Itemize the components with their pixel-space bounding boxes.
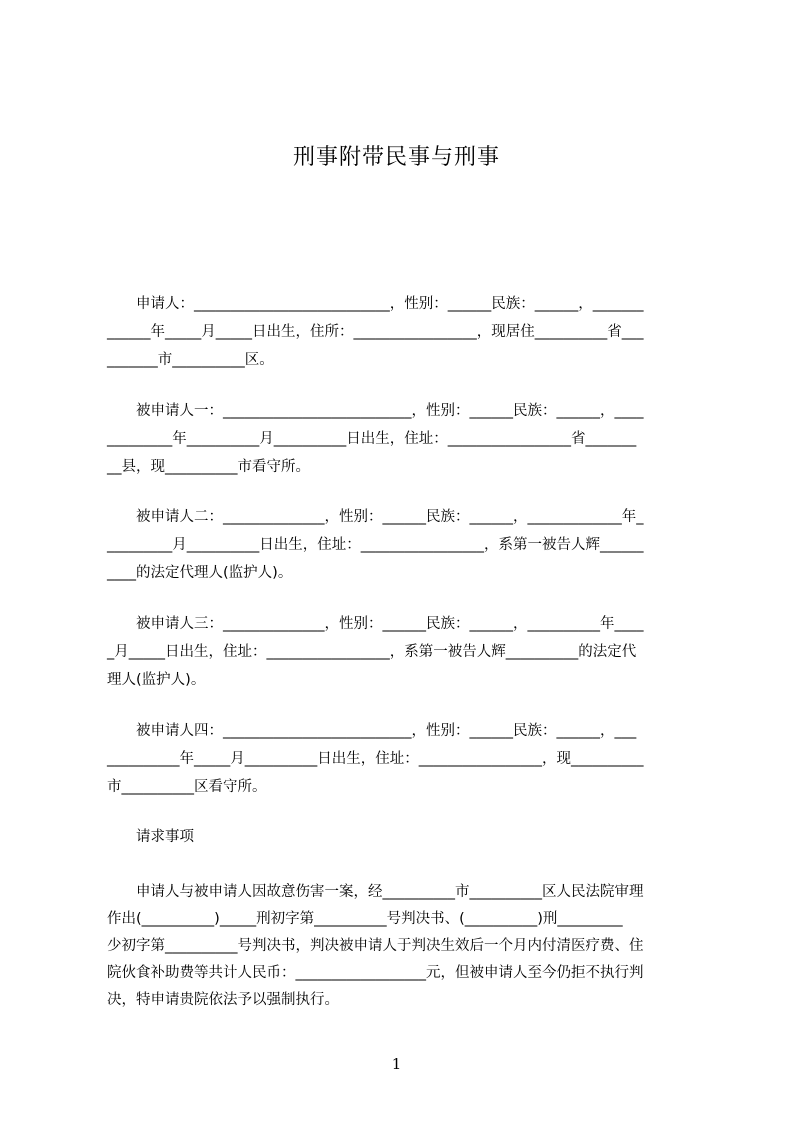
applicant-line-2: ______年_____月_____日出生，住所：_________________，现居住__________省___ <box>107 324 644 340</box>
respondent-4-line-2: __________年_____月__________日出生，住址：_________________，现__________ <box>107 751 644 767</box>
respondent-3-line-2: _月_____日出生，住址：_________________，系第一被告人辉__________的法定代 <box>107 644 637 660</box>
claims-body-line-2: 作出(__________)_____刑初字第__________号判决书、(__________)刑_________ <box>107 911 623 927</box>
respondent-4-line-3: 市__________区看守所。 <box>107 779 267 795</box>
respondent-1-line-1: 被申请人一：__________________________，性别：______民族：______，____ <box>107 403 644 419</box>
respondent-2-line-3: ____的法定代理人(监护人)。 <box>107 565 293 581</box>
respondent-3-line-3: 理人(监护人)。 <box>107 672 206 688</box>
respondent-3-line-1: 被申请人三：______________，性别：______民族：______，__________年____ <box>107 616 644 632</box>
claims-body-line-3: 少初字第__________号判决书，判决被申请人于判决生效后一个月内付清医疗费、住 <box>107 938 644 954</box>
claims-heading: 请求事项 <box>107 829 194 845</box>
respondent-4-line-1: 被申请人四：__________________________，性别：______民族：______，___ <box>107 723 637 739</box>
respondent-1-line-2: _________年__________月__________日出生，住址：_________________省_______ <box>107 431 637 447</box>
claims-body-line-1: 申请人与被申请人因故意伤害一案，经__________市__________区人民法院审理 <box>107 884 644 900</box>
respondent-2-line-2: _________月__________日出生，住址：_________________，系第一被告人辉______ <box>107 537 644 553</box>
respondent-2-line-1: 被申请人二：______________，性别：______民族：______，_____________年_ <box>107 509 644 525</box>
document-title: 刑事附带民事与刑事 <box>292 145 500 170</box>
respondent-1-line-3: __县，现__________市看守所。 <box>107 459 310 475</box>
applicant-line-1: 申请人：___________________________，性别：______民族：______，_______ <box>107 296 644 312</box>
claims-body-line-4: 院伙食补助费等共计人民币：__________________元，但被申请人至今仍拒不执行判 <box>107 965 644 981</box>
claims-body-line-5: 决，特申请贵院依法予以强制执行。 <box>107 992 339 1008</box>
page-number: 1 <box>391 1055 402 1073</box>
applicant-line-3: _______市__________区。 <box>107 352 274 368</box>
